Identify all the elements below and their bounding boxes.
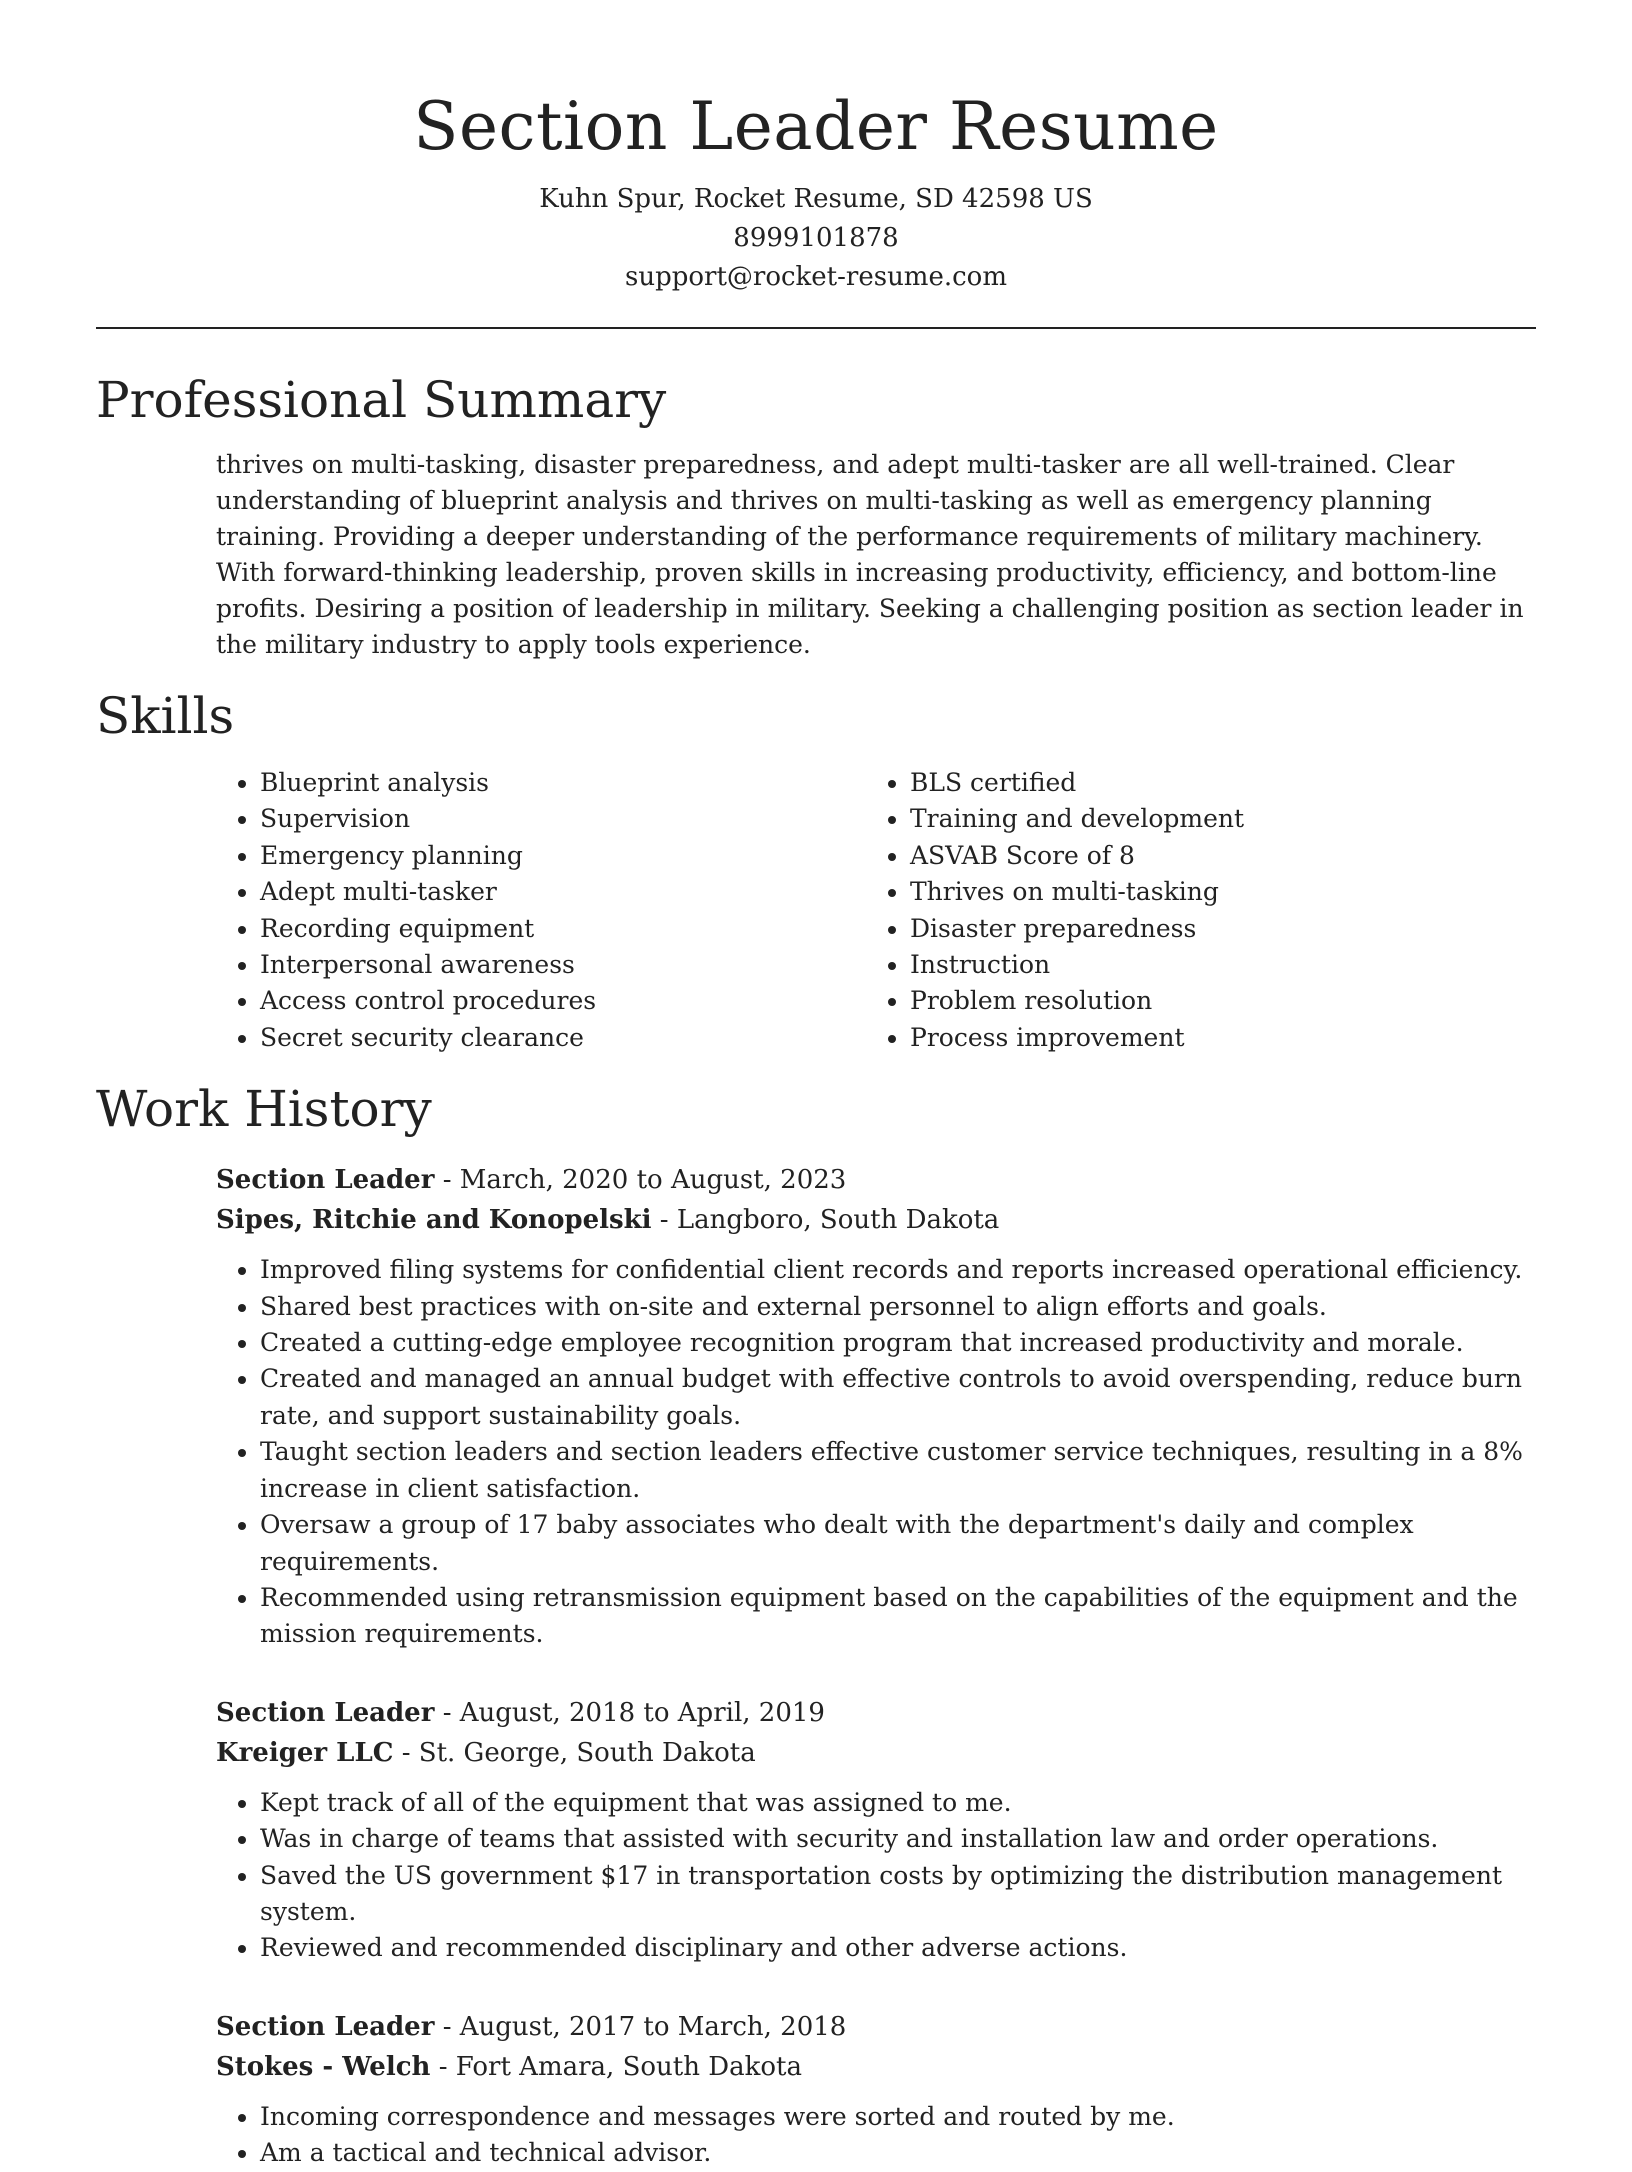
job-title-line	[216, 1693, 1536, 1733]
skill-item: • Instruction	[910, 947, 1516, 983]
summary-text: thrives on multi-tasking, disaster preparedness, and adept multi-tasker are all well-trained. Clear understanding of blueprint analysis and thrives on multi-tasking as well as emergency planning training. Providing a deeper understanding of the performance requirements of military machinery. With forward-thinking leadership, proven skills in increasing productivity, efficiency, and bottom-line profits. Desiring a position of leadership in military. Seeking a challenging position as section leader in the military industry to apply tools experience.	[216, 450, 1524, 659]
contact-block	[96, 180, 1536, 297]
job-bullets	[216, 2099, 1536, 2172]
skill-item: • Interpersonal awareness	[260, 947, 866, 983]
job-company-line	[216, 1200, 1536, 1240]
skill-item: • Supervision	[260, 801, 866, 837]
skill-item: • Adept multi-tasker	[260, 874, 866, 910]
job-bullet: • Oversaw a group of 17 baby associates who dealt with the department's daily and complex requirements.	[260, 1507, 1536, 1580]
skill-item: • Blueprint analysis	[260, 765, 866, 801]
phone-text: 8999101878	[733, 223, 899, 253]
job-bullet: • Am a tactical and technical advisor.	[260, 2135, 1536, 2171]
job-bullets	[216, 1252, 1536, 1652]
job-dates: - March, 2020 to August, 2023	[434, 1165, 847, 1196]
skill-item: • Training and development	[910, 801, 1516, 837]
job-title-line	[216, 2007, 1536, 2047]
job-company-line	[216, 2047, 1536, 2087]
job-location: - Fort Amara, South Dakota	[430, 2051, 802, 2082]
job-title: Section Leader	[216, 1165, 435, 1196]
job-bullet: • Kept track of all of the equipment that was assigned to me.	[260, 1785, 1536, 1821]
skills-list	[216, 765, 1536, 1056]
job-bullet: • Incoming correspondence and messages were sorted and routed by me.	[260, 2099, 1536, 2135]
email-text: support@rocket-resume.com	[624, 262, 1007, 292]
work-history-heading: Work History	[96, 1080, 432, 1139]
job-dates: - August, 2017 to March, 2018	[434, 2011, 847, 2042]
job-company: Stokes - Welch	[216, 2051, 431, 2082]
skill-item: • Emergency planning	[260, 838, 866, 874]
job-bullet: • Improved filing systems for confidential client records and reports increased operational efficiency.	[260, 1252, 1536, 1288]
address-text: Kuhn Spur, Rocket Resume, SD 42598 US	[539, 184, 1093, 214]
job-bullet: • Created a cutting-edge employee recognition program that increased productivity and morale.	[260, 1325, 1536, 1361]
header-divider	[96, 327, 1536, 329]
skill-item: • Recording equipment	[260, 911, 866, 947]
page-title: Section Leader Resume	[413, 88, 1219, 165]
skills-heading: Skills	[96, 687, 235, 745]
skill-item: • BLS certified	[910, 765, 1516, 801]
job-bullet: • Was in charge of teams that assisted with security and installation law and order operations.	[260, 1821, 1536, 1857]
job-bullet: • Shared best practices with on-site and external personnel to align efforts and goals.	[260, 1289, 1536, 1325]
job-entry	[216, 1160, 1536, 1652]
skills-column-right	[866, 765, 1516, 1056]
job-location: - Langboro, South Dakota	[651, 1205, 1000, 1236]
job-title: Section Leader	[216, 1697, 435, 1728]
job-bullet: • Taught section leaders and section leaders effective customer service techniques, resulting in a 8% increase in client satisfaction.	[260, 1434, 1536, 1507]
job-title: Section Leader	[216, 2011, 435, 2042]
job-company: Sipes, Ritchie and Konopelski	[216, 1205, 652, 1236]
skill-item: • Problem resolution	[910, 983, 1516, 1019]
job-company-line	[216, 1733, 1536, 1773]
skills-column-left	[216, 765, 866, 1056]
job-location: - St. George, South Dakota	[393, 1737, 756, 1768]
skill-item: • Process improvement	[910, 1020, 1516, 1056]
job-bullet: • Recommended using retransmission equipment based on the capabilities of the equipment and the mission requirements.	[260, 1580, 1536, 1653]
skill-item: • Disaster preparedness	[910, 911, 1516, 947]
job-bullets	[216, 1785, 1536, 1967]
summary-heading: Professional Summary	[96, 371, 667, 429]
job-bullet: • Reviewed and recommended disciplinary and other adverse actions.	[260, 1930, 1536, 1966]
job-company: Kreiger LLC	[216, 1737, 394, 1768]
skill-item: • Thrives on multi-tasking	[910, 874, 1516, 910]
job-title-line	[216, 1160, 1536, 1200]
job-entry	[216, 2007, 1536, 2172]
job-bullet: • Created and managed an annual budget with effective controls to avoid overspending, reduce burn rate, and support sustainability goals.	[260, 1361, 1536, 1434]
skill-item: • ASVAB Score of 8	[910, 838, 1516, 874]
resume-page	[96, 0, 1536, 2172]
job-entry	[216, 1693, 1536, 1967]
job-bullet: • Saved the US government $17 in transportation costs by optimizing the distribution management system.	[260, 1858, 1536, 1931]
job-dates: - August, 2018 to April, 2019	[434, 1697, 825, 1728]
skill-item: • Access control procedures	[260, 983, 866, 1019]
skill-item: • Secret security clearance	[260, 1020, 866, 1056]
